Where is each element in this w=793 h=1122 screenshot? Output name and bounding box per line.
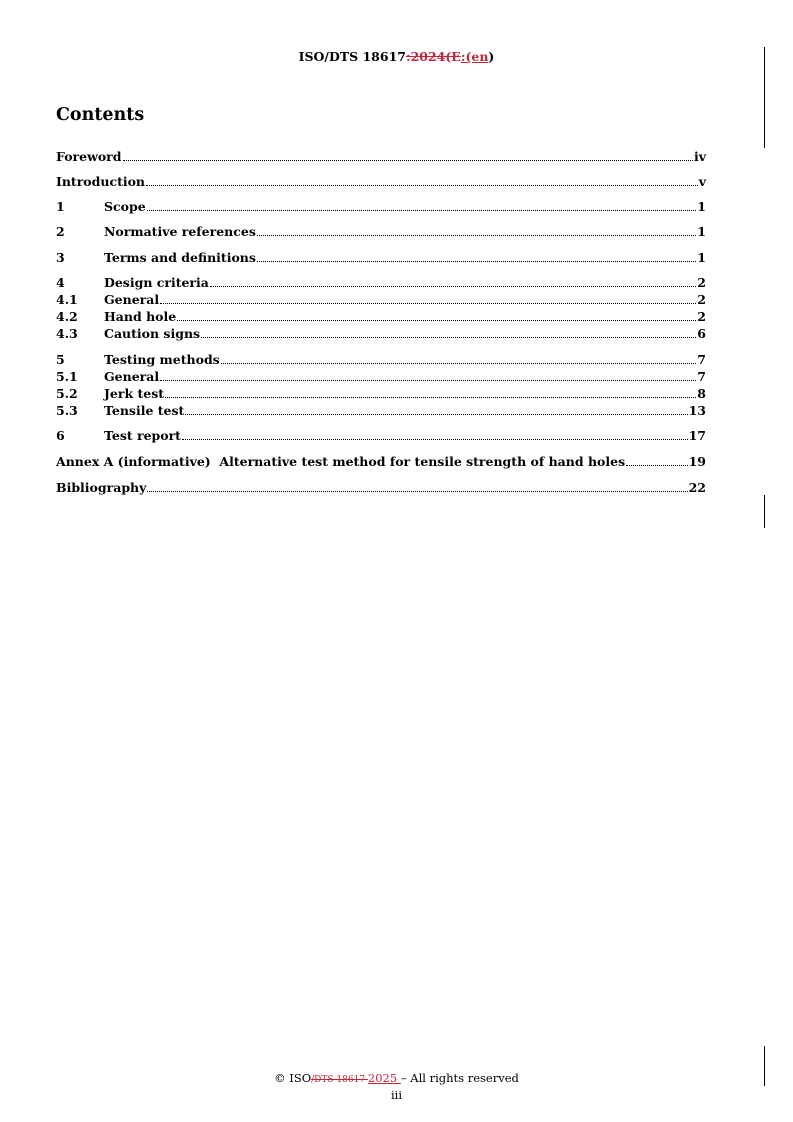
toc-page: 22 bbox=[688, 480, 706, 495]
contents-heading: Contents bbox=[56, 105, 145, 125]
header-inserted-lang: :(en bbox=[460, 49, 489, 64]
dot-leader bbox=[221, 362, 697, 364]
toc-page: 1 bbox=[697, 250, 706, 265]
toc-title: Hand hole bbox=[104, 309, 177, 324]
dot-leader bbox=[160, 379, 696, 381]
toc-number: 5.1 bbox=[56, 369, 78, 384]
dot-leader bbox=[185, 413, 687, 415]
dot-leader bbox=[160, 302, 696, 304]
footer-inserted-year: 2025 bbox=[367, 1071, 401, 1085]
toc-title: Design criteria bbox=[104, 275, 209, 290]
toc-entry-design-criteria[interactable] bbox=[56, 275, 706, 291]
toc-title: Jerk test bbox=[104, 386, 165, 401]
toc-page: 7 bbox=[697, 352, 706, 367]
toc-page: 1 bbox=[697, 224, 706, 239]
toc-page: 1 bbox=[697, 199, 706, 214]
toc-page: 2 bbox=[697, 309, 706, 324]
toc-entry-testing-methods[interactable] bbox=[56, 352, 706, 368]
toc-page: 2 bbox=[697, 275, 706, 290]
change-bar-top bbox=[764, 47, 765, 148]
toc-page: 7 bbox=[697, 369, 706, 384]
toc-entry-general-5-1[interactable] bbox=[56, 369, 706, 385]
toc-page: v bbox=[698, 174, 706, 189]
toc-entry-caution-signs[interactable] bbox=[56, 326, 706, 342]
toc-number: 1 bbox=[56, 199, 65, 214]
dot-leader bbox=[165, 396, 696, 398]
header-deleted-year: :2024(E bbox=[405, 49, 461, 64]
toc-entry-hand-hole[interactable] bbox=[56, 309, 706, 325]
toc-number: 3 bbox=[56, 250, 65, 265]
footer-suffix: – All rights reserved bbox=[400, 1071, 519, 1085]
toc-number: 2 bbox=[56, 224, 65, 239]
toc-entry-normative-references[interactable] bbox=[56, 224, 706, 240]
toc-entry-foreword[interactable] bbox=[56, 149, 706, 165]
toc-title: Normative references bbox=[104, 224, 256, 239]
header-suffix: ) bbox=[488, 49, 495, 64]
dot-leader bbox=[257, 260, 696, 262]
toc-page: 17 bbox=[688, 428, 706, 443]
dot-leader bbox=[257, 234, 696, 236]
toc-number: 6 bbox=[56, 428, 65, 443]
toc-title: Foreword bbox=[56, 149, 122, 164]
toc-title: Caution signs bbox=[104, 326, 201, 341]
footer-deleted-text: /DTS 18617 bbox=[311, 1075, 368, 1085]
toc-number: 5.2 bbox=[56, 386, 78, 401]
toc-entry-test-report[interactable] bbox=[56, 428, 706, 444]
dot-leader bbox=[146, 184, 698, 186]
dot-leader bbox=[177, 319, 696, 321]
toc-number: 4.3 bbox=[56, 326, 78, 341]
toc-title: General bbox=[104, 369, 160, 384]
footer-prefix: © ISO bbox=[274, 1071, 312, 1085]
dot-leader bbox=[210, 285, 696, 287]
toc-page: 6 bbox=[697, 326, 706, 341]
toc-page: 13 bbox=[688, 403, 706, 418]
toc-entry-scope[interactable] bbox=[56, 199, 706, 215]
toc-title: Bibliography bbox=[56, 480, 147, 495]
toc-title: Scope bbox=[104, 199, 146, 214]
toc-entry-annex-a[interactable] bbox=[56, 454, 706, 470]
toc-entry-introduction[interactable] bbox=[56, 174, 706, 190]
dot-leader bbox=[201, 336, 696, 338]
toc-entry-bibliography[interactable] bbox=[56, 480, 706, 496]
toc-entry-jerk-test[interactable] bbox=[56, 386, 706, 402]
toc-title: Testing methods bbox=[104, 352, 220, 367]
toc-entry-tensile-test[interactable] bbox=[56, 403, 706, 419]
toc-title: Tensile test bbox=[104, 403, 185, 418]
dot-leader bbox=[182, 438, 688, 440]
dot-leader bbox=[147, 490, 687, 492]
running-header bbox=[0, 49, 793, 64]
toc-title: Test report bbox=[104, 428, 181, 443]
toc-title: Introduction bbox=[56, 174, 146, 189]
toc-entry-terms-definitions[interactable] bbox=[56, 250, 706, 266]
toc-number: 5 bbox=[56, 352, 65, 367]
toc-page: iv bbox=[693, 149, 706, 164]
copyright-footer bbox=[0, 1071, 793, 1085]
toc-number: 4 bbox=[56, 275, 65, 290]
dot-leader bbox=[123, 159, 693, 161]
page-number: iii bbox=[390, 1088, 403, 1102]
change-bar-middle bbox=[764, 495, 765, 528]
toc-number: 4.1 bbox=[56, 292, 78, 307]
header-doc-id: ISO/DTS 18617 bbox=[298, 49, 406, 64]
toc-entry-general-4-1[interactable] bbox=[56, 292, 706, 308]
toc-page: 2 bbox=[697, 292, 706, 307]
toc-number: 4.2 bbox=[56, 309, 78, 324]
toc-page: 8 bbox=[697, 386, 706, 401]
toc-title: Terms and definitions bbox=[104, 250, 256, 265]
dot-leader bbox=[626, 464, 687, 466]
dot-leader bbox=[147, 209, 697, 211]
toc-number: 5.3 bbox=[56, 403, 78, 418]
toc-page: 19 bbox=[688, 454, 706, 469]
toc-title: General bbox=[104, 292, 160, 307]
toc-title: Annex A (informative) Alternative test method for tensile strength of hand holes bbox=[56, 454, 626, 469]
